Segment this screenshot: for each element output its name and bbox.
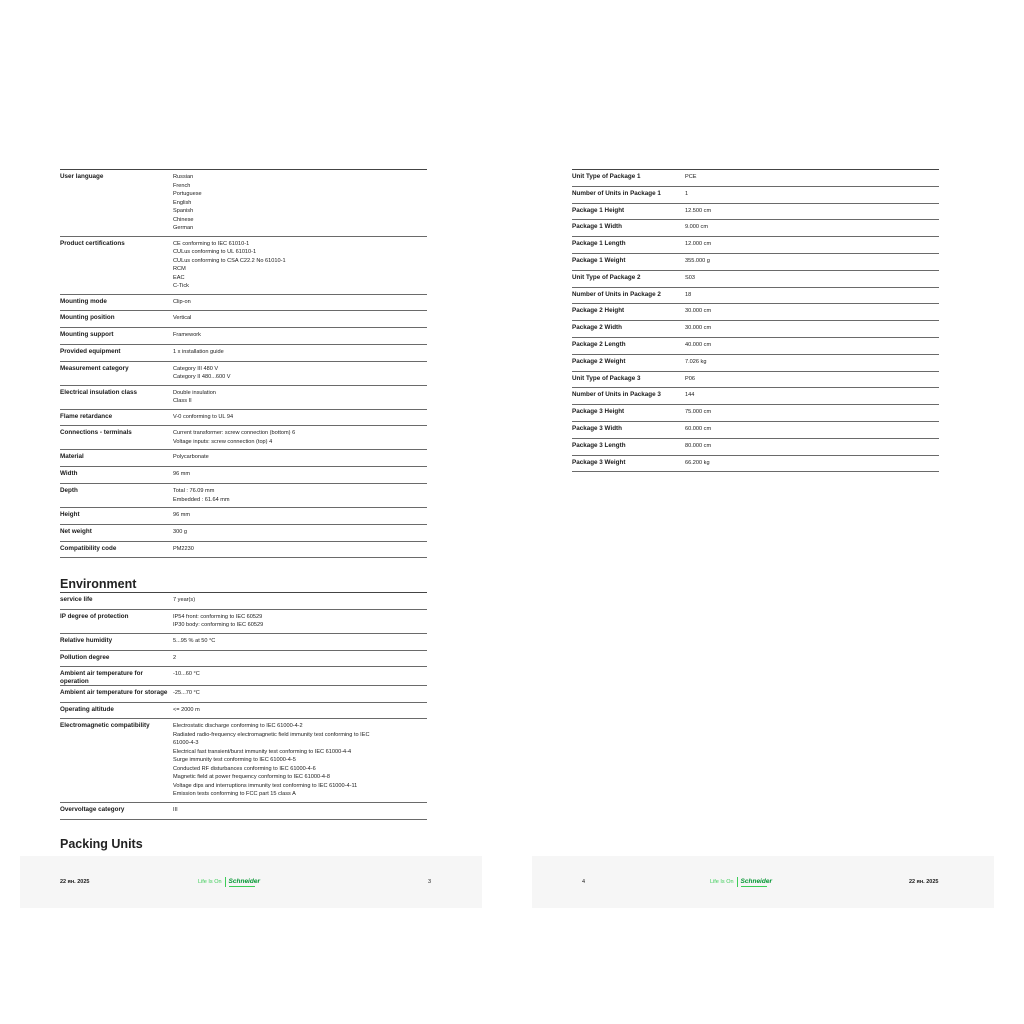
value-line: 40.000 cm — [685, 341, 712, 348]
value-line: 12.500 cm — [685, 207, 712, 214]
table-row — [60, 703, 427, 720]
row-value — [685, 240, 939, 253]
row-label: Connections - terminals — [60, 429, 132, 437]
row-label: Provided equipment — [60, 347, 121, 355]
packing-units-heading: Packing Units — [60, 837, 143, 851]
value-line: 61000-4-3 — [173, 740, 199, 747]
value-line: -10...60 °C — [173, 671, 200, 678]
row-label: Flame retardance — [60, 412, 113, 420]
value-line: 7.026 kg — [685, 358, 707, 365]
row-label: Relative humidity — [60, 636, 113, 644]
table-row — [60, 593, 427, 610]
value-line: 18 — [685, 291, 692, 298]
table-row — [60, 426, 427, 450]
value-line: Conducted RF disturbances conforming to IEC 61000-4-6 — [173, 765, 316, 772]
row-label: Package 1 Length — [572, 240, 626, 248]
row-value — [685, 307, 939, 320]
schneider-logo — [710, 877, 772, 887]
value-line: S03 — [685, 274, 695, 281]
value-line: 2 — [173, 654, 177, 661]
table-row — [572, 254, 939, 271]
table-row — [60, 362, 427, 386]
value-line: Surge immunity test conforming to IEC 61000-4-5 — [173, 757, 296, 764]
row-value — [173, 331, 427, 344]
value-line: 96 mm — [173, 471, 191, 478]
table-row — [572, 271, 939, 288]
table-row — [572, 456, 939, 473]
table-row — [60, 311, 427, 328]
value-line: French — [173, 182, 191, 189]
value-line: Class II — [173, 398, 192, 405]
row-label: Height — [60, 511, 80, 519]
row-label: Mounting position — [60, 314, 115, 322]
value-line: Voltage inputs: screw connection (top) 4 — [173, 438, 273, 445]
table-row — [60, 667, 427, 685]
value-line: 144 — [685, 392, 695, 399]
table-row — [572, 405, 939, 422]
value-line: 9.000 cm — [685, 224, 709, 231]
row-label: Net weight — [60, 527, 92, 535]
row-label: Package 1 Weight — [572, 256, 626, 264]
row-value — [685, 358, 939, 371]
row-label: User language — [60, 173, 104, 180]
page-number: 4 — [582, 879, 586, 885]
row-label: Package 3 Length — [572, 441, 626, 449]
table-row — [572, 187, 939, 204]
row-value — [173, 314, 427, 327]
footer — [20, 856, 482, 908]
value-line: Double insulation — [173, 389, 216, 396]
value-line: PCE — [685, 174, 697, 180]
row-value — [173, 429, 427, 449]
row-value — [173, 511, 427, 524]
value-line: Current transformer: screw connection (bottom) 6 — [173, 430, 296, 437]
row-label: Depth — [60, 487, 78, 495]
table-row — [572, 388, 939, 405]
table-row — [572, 355, 939, 372]
table-row — [60, 508, 427, 525]
value-line: 12.000 cm — [685, 241, 712, 248]
value-line: IP30 body: conforming to IEC 60529 — [173, 622, 264, 629]
footer — [532, 856, 994, 908]
table-row — [60, 484, 427, 508]
value-line: 30.000 cm — [685, 325, 712, 332]
value-line: Voltage dips and interruptions immunity test conforming to IEC 61000-4-11 — [173, 782, 358, 789]
row-label: Unit Type of Package 2 — [572, 273, 641, 281]
row-value — [173, 545, 427, 558]
value-line: 30.000 cm — [685, 308, 712, 315]
environment-table — [60, 592, 427, 820]
brand-name: Schneider — [740, 877, 772, 885]
value-line: RCM — [173, 266, 186, 272]
value-line: 7 year(s) — [173, 597, 196, 603]
page-number: 3 — [428, 879, 432, 885]
row-value — [173, 596, 427, 609]
row-label: service life — [60, 596, 93, 603]
row-value — [173, 413, 427, 426]
row-label: Electrical insulation class — [60, 388, 137, 396]
row-label: Package 2 Height — [572, 307, 625, 315]
packing-table — [572, 169, 939, 472]
value-line: Spanish — [173, 208, 194, 214]
life-is-on-text: Life Is On — [198, 879, 222, 885]
value-line: CULus conforming to CSA C22.2 No 61010-1 — [173, 257, 286, 264]
row-label: Unit Type of Package 3 — [572, 374, 641, 382]
table-row — [60, 634, 427, 651]
table-row — [572, 304, 939, 321]
page-left — [20, 0, 482, 908]
row-label: Number of Units in Package 2 — [572, 290, 661, 298]
row-value — [685, 442, 939, 455]
row-value — [173, 389, 427, 409]
value-line: 66.200 kg — [685, 459, 710, 466]
row-label: Package 2 Length — [572, 340, 626, 348]
table-row — [572, 204, 939, 221]
value-line: English — [173, 199, 192, 206]
value-line: Category II 480...600 V — [173, 374, 231, 381]
row-label: Package 2 Width — [572, 324, 622, 332]
value-line: Emission tests conforming to FCC part 15 class A — [173, 791, 296, 798]
row-label: Number of Units in Package 3 — [572, 391, 661, 399]
value-line: Clip-on — [173, 298, 191, 305]
value-line: 96 mm — [173, 512, 191, 519]
row-label: Material — [60, 453, 84, 461]
row-label: Product certifications — [60, 239, 125, 247]
row-label: Package 1 Height — [572, 206, 625, 214]
row-value — [685, 391, 939, 404]
table-row — [60, 295, 427, 312]
value-line: 355.000 g — [685, 257, 710, 264]
value-line: Magnetic field at power frequency conforming to IEC 61000-4-8 — [173, 774, 331, 781]
value-line: C-Tick — [173, 283, 189, 289]
value-line: 60.000 cm — [685, 425, 712, 432]
environment-heading: Environment — [60, 577, 137, 591]
row-label: Package 2 Weight — [572, 357, 626, 365]
page-right — [532, 0, 994, 908]
value-line: Framework — [173, 332, 201, 339]
row-value — [685, 459, 939, 472]
life-is-on-text: Life Is On — [710, 879, 734, 885]
table-row — [60, 328, 427, 345]
table-row — [60, 542, 427, 559]
value-line: 75.000 cm — [685, 409, 712, 416]
value-line: Category III 480 V — [173, 365, 219, 372]
row-value — [685, 324, 939, 337]
row-value — [173, 613, 427, 633]
table-row — [60, 386, 427, 410]
row-value — [173, 722, 427, 802]
row-label: Package 3 Weight — [572, 458, 626, 466]
value-line: -25...70 °C — [173, 689, 200, 696]
table-row — [60, 525, 427, 542]
row-label: Package 3 Width — [572, 424, 622, 432]
row-value — [173, 706, 427, 719]
row-value — [173, 637, 427, 650]
table-row — [572, 288, 939, 305]
row-label: Ambient air temperature for operation — [60, 670, 143, 685]
brand-name: Schneider — [228, 877, 260, 885]
row-value — [685, 425, 939, 438]
value-line: Russian — [173, 174, 194, 180]
row-value — [173, 365, 427, 385]
row-label: IP degree of protection — [60, 612, 129, 620]
value-line: CULus conforming to UL 61010-1 — [173, 249, 257, 255]
table-row — [60, 651, 427, 668]
footer-date: 22 ян. 2025 — [60, 879, 90, 885]
schneider-logo — [198, 877, 260, 887]
value-line: Electrical fast transient/burst immunity test conforming to IEC 61000-4-4 — [173, 748, 352, 755]
table-row — [60, 719, 427, 803]
value-line: PM2230 — [173, 545, 194, 552]
row-label: Ambient air temperature for storage — [60, 688, 168, 696]
value-line: German — [173, 225, 194, 231]
value-line: Radiated radio-frequency electromagnetic field immunity test conforming to IEC — [173, 731, 370, 738]
row-value — [173, 670, 427, 684]
table-row — [60, 237, 427, 295]
value-line: 5...95 % at 50 °C — [173, 637, 216, 644]
value-line: Electrostatic discharge conforming to IEC 61000-4-2 — [173, 723, 303, 730]
value-line: Vertical — [173, 315, 192, 322]
table-row — [572, 422, 939, 439]
row-value — [685, 190, 939, 203]
table-row — [572, 170, 939, 187]
row-value — [685, 173, 939, 186]
row-value — [173, 806, 427, 819]
spec-table — [60, 169, 427, 558]
row-value — [173, 470, 427, 483]
table-row — [572, 237, 939, 254]
row-value — [173, 528, 427, 541]
value-line: 1 — [685, 190, 689, 197]
row-label: Electromagnetic compatibility — [60, 722, 150, 730]
value-line: EAC — [173, 274, 185, 281]
row-value — [173, 240, 427, 294]
value-line: Embedded : 61.64 mm — [173, 496, 230, 503]
value-line: IP54 front: conforming to IEC 60529 — [173, 613, 263, 620]
value-line: Portuguese — [173, 191, 202, 197]
row-value — [685, 207, 939, 220]
row-value — [173, 487, 427, 507]
table-row — [572, 338, 939, 355]
table-row — [60, 686, 427, 703]
table-row — [60, 170, 427, 237]
row-value — [685, 274, 939, 287]
value-line: V-0 conforming to UL 94 — [173, 413, 234, 420]
row-value — [685, 341, 939, 354]
row-value — [173, 654, 427, 667]
value-line: Chinese — [173, 216, 194, 223]
row-value — [173, 298, 427, 311]
value-line: 300 g — [173, 528, 187, 535]
footer-date: 22 ян. 2025 — [909, 879, 939, 885]
row-value — [173, 689, 427, 702]
row-label: Number of Units in Package 1 — [572, 189, 661, 197]
row-label: Mounting support — [60, 331, 114, 339]
row-label: Package 1 Width — [572, 223, 622, 231]
value-line: P06 — [685, 375, 695, 382]
value-line: <= 2000 m — [173, 706, 200, 713]
row-value — [173, 453, 427, 466]
row-value — [685, 408, 939, 421]
row-value — [173, 173, 427, 236]
table-row — [572, 372, 939, 389]
value-line: Polycarbonate — [173, 454, 209, 461]
row-label: Package 3 Height — [572, 408, 625, 416]
row-label: Width — [60, 470, 78, 478]
row-label: Pollution degree — [60, 653, 110, 661]
table-row — [60, 410, 427, 427]
value-line: Total : 76.09 mm — [173, 488, 215, 495]
table-row — [60, 450, 427, 467]
value-line: III — [173, 806, 178, 813]
value-line: CE conforming to IEC 61010-1 — [173, 240, 250, 247]
row-label: Overvoltage category — [60, 805, 125, 813]
row-value — [173, 348, 427, 361]
row-label: Operating altitude — [60, 705, 114, 713]
table-row — [572, 220, 939, 237]
table-row — [572, 321, 939, 338]
table-row — [60, 803, 427, 820]
row-label: Mounting mode — [60, 297, 107, 305]
row-label: Measurement category — [60, 364, 129, 372]
table-row — [572, 439, 939, 456]
row-label: Compatibility code — [60, 544, 117, 552]
row-value — [685, 257, 939, 270]
row-label: Unit Type of Package 1 — [572, 173, 641, 180]
table-row — [60, 610, 427, 634]
value-line: 80.000 cm — [685, 442, 712, 449]
row-value — [685, 291, 939, 304]
row-value — [685, 375, 939, 388]
value-line: 1 x installation guide — [173, 348, 224, 355]
table-row — [60, 345, 427, 362]
table-row — [60, 467, 427, 484]
row-value — [685, 223, 939, 236]
